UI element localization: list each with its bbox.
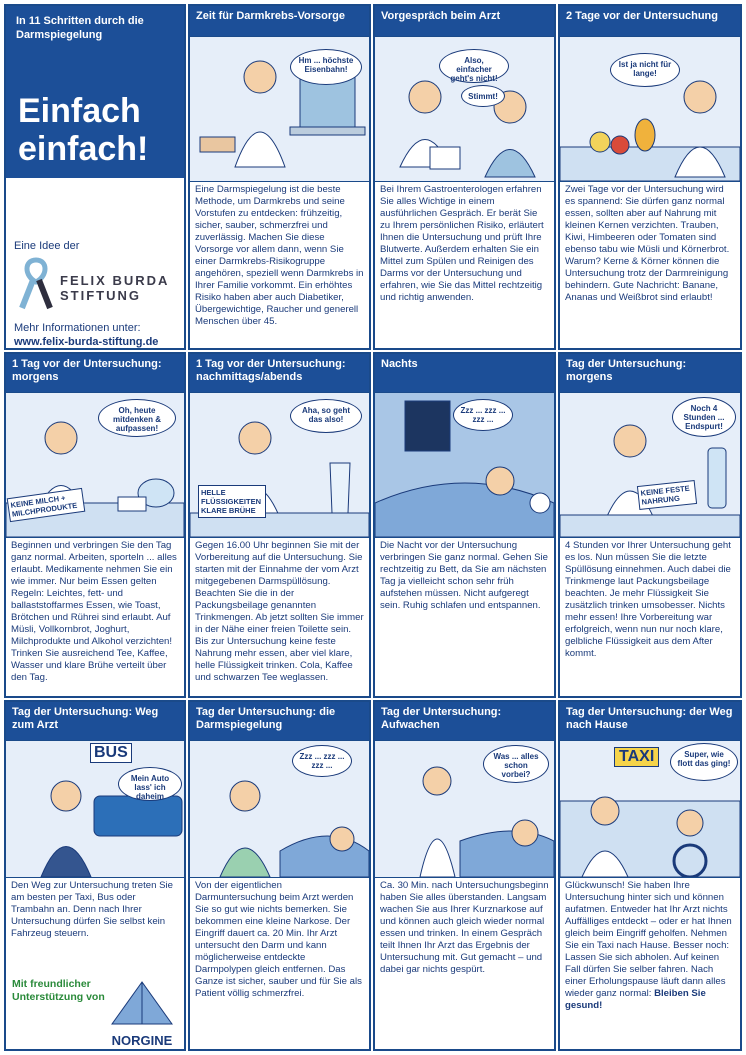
sign-no-solid-food: KEINE FESTE NAHRUNG xyxy=(637,480,697,510)
speech-bubble: Zzz ... zzz ... zzz ... xyxy=(292,745,352,777)
panel-header: 1 Tag vor der Untersuchung: morgens xyxy=(6,354,184,392)
panel-header: 2 Tage vor der Untersuchung xyxy=(560,6,740,36)
panel-8 xyxy=(4,700,186,1051)
speech-bubble: Oh, heute mitdenken & aufpassen! xyxy=(98,399,176,437)
speech-bubble: Was ... alles schon vorbei? xyxy=(483,745,549,783)
logo-line-1: FELIX BURDA xyxy=(60,273,170,288)
panel-9 xyxy=(188,700,371,1051)
idea-label: Eine Idee der xyxy=(14,240,80,252)
panel-6 xyxy=(373,352,556,698)
panel-3 xyxy=(558,4,742,350)
panel-header: Tag der Untersuchung: Aufwachen xyxy=(375,702,554,740)
panel-header: Vorgespräch beim Arzt xyxy=(375,6,554,36)
panel-text: Beginnen und verbringen Sie den Tag ganz normal. Arbeiten, sporteln ... alles erlaubt. Medikamente nehmen Sie ein wie immer. Nur beim Essen gelten Regeln: Leichtes, fett- und ballaststoffarmes Essen, wie Toast, Brötchen und Rührei sind erlaubt. Auf Müsli, Vollkornbrot, Joghurt, Milchprodukte und Alkohol verzichten! Trinken Sie ausreichend Tee, Kaffee, Wasser und klare Brühe verteilt über den Tag. xyxy=(11,540,177,683)
taxi-sign: TAXI xyxy=(614,747,659,767)
speech-bubble-doctor: Also, einfacher geht's nicht! xyxy=(439,49,509,83)
panel-10 xyxy=(373,700,556,1051)
panel-header: Tag der Untersuchung: morgens xyxy=(560,354,740,392)
sign-no-milk: KEINE MILCH + MILCHPRODUKTE xyxy=(7,488,86,522)
more-info-label: Mehr Informationen unter: xyxy=(14,322,141,334)
speech-bubble: Super, wie flott das ging! xyxy=(670,743,738,781)
panel-text: Ca. 30 Min. nach Untersuchungsbeginn haben Sie alles überstanden. Langsam wachen Sie aus Ihrer Kurznarkose auf und können auch gleich wieder normal essen und trinken. In einem Gespräch teilt Ihnen Ihr Arzt das Ergebnis der Untersuchung mit. Gut gemacht – und dabei gar nichts gespürt. xyxy=(380,880,549,975)
intro-panel xyxy=(4,4,186,350)
panel-illustration xyxy=(560,36,740,182)
panel-text: Zwei Tage vor der Untersuchung wird es spannend: Sie dürfen ganz normal essen, sollten aber auf Nahrung mit kleinen Kernen verzichten. Trauben, Kiwi, Himbeeren oder Tomaten sind ebenso tabu wie Müsli und Körnerbrot. Warum? Kerne & Körner können die Untersuchung trotz der Darmreinigung behindern. Gute Nachricht: Banane, Ananas und Weißbrot sind erlaubt! xyxy=(565,184,730,303)
panel-text: Glückwunsch! Sie haben Ihre Untersuchung hinter sich und können aufatmen. Entweder hat Ihr Arzt nichts Auffälliges entdeckt – oder er hat Ihnen gleich beim Eingriff geholfen. Nehmen Sie ein Taxi nach Hause. Besser noch: Lassen Sie sich abholen. Auf keinen Fall dürfen Sie selber fahren. Nach einer Erholungspause läuft dann alles wieder ganz normal: Bleiben Sie gesund! xyxy=(565,880,732,1011)
sponsor-label: Mit freundlicher Unterstützung von xyxy=(12,978,105,1003)
panel-text: 4 Stunden vor Ihrer Untersuchung geht es los. Nun müssen Sie die letzte Spüllösung einnehmen. Auch dabei die Trinkmenge laut Packungsbeilage beachten. Je mehr Flüssigkeit Sie zusätzlich trinken umsobesser. Nichts mehr essen! Ihre Vorbereitung war erfolgreich, wenn nun nur noch klare, gelbliche Flüssigkeit aus dem After kommt. xyxy=(565,540,731,659)
sail-icon xyxy=(102,978,182,1028)
panel-header: 1 Tag vor der Untersuchung: nachmittags/abends xyxy=(190,354,369,392)
speech-bubble: Ist ja nicht für lange! xyxy=(610,53,680,87)
panel-illustration xyxy=(6,392,184,538)
panel-1 xyxy=(188,4,371,350)
speech-bubble: Aha, so geht das also! xyxy=(290,399,362,433)
panel-illustration xyxy=(6,740,184,878)
intro-title: Einfach einfach! xyxy=(18,92,149,168)
panel-text: Bei Ihrem Gastroenterologen erfahren Sie alles Wichtige in einem ausführlichen Gespräch. Er berät Sie zu Ihrem persönlichen Risiko, erläutert Ihnen die Untersuchung und prüft Ihre Blutwerte. Außerdem erhalten Sie ein Mittel zum Spülen und Reinigen des Darms vor der Untersuchung und erfahren, wie Sie das Mittel rechtzeitig und richtig anwenden. xyxy=(380,184,544,303)
panel-illustration xyxy=(560,392,740,538)
panel-illustration xyxy=(190,36,369,182)
speech-bubble: Zzz ... zzz ... zzz ... xyxy=(453,399,513,431)
panel-illustration xyxy=(375,392,554,538)
closing-line: Bleiben Sie gesund! xyxy=(565,988,706,1011)
intro-subtitle: In 11 Schritten durch die Darmspiegelung xyxy=(16,15,144,41)
speech-bubble-patient: Stimmt! xyxy=(461,85,505,107)
foundation-url[interactable]: www.felix-burda-stiftung.de xyxy=(14,336,159,348)
panel-illustration xyxy=(375,740,554,878)
panel-text: Von der eigentlichen Darmuntersuchung beim Arzt werden Sie so gut wie nichts bemerken. Sie bekommen eine kleine Narkose. Der Eingriff dauert ca. 20 Min. Ihr Arzt untersucht den Darm und kann möglicherweise entdeckte Darmpolypen gleich entfernen. Das Ganze ist sicher, sauber und für Sie als Patient völlig schmerzfrei. xyxy=(195,880,362,999)
speech-bubble: Hm ... höchste Eisenbahn! xyxy=(290,49,362,85)
bus-sign: BUS xyxy=(90,743,132,763)
panel-7 xyxy=(558,352,742,698)
panel-header: Zeit für Darmkrebs-Vorsorge xyxy=(190,6,369,36)
speech-bubble: Mein Auto lass' ich daheim xyxy=(118,767,182,801)
panel-header: Tag der Untersuchung: die Darmspiegelung xyxy=(190,702,369,740)
panel-header: Tag der Untersuchung: der Weg nach Hause xyxy=(560,702,740,740)
sign-clear-liquids: HELLE FLÜSSIGKEITEN KLARE BRÜHE xyxy=(198,485,266,518)
panel-header: Nachts xyxy=(375,354,554,392)
panel-2 xyxy=(373,4,556,350)
ribbon-icon xyxy=(16,256,56,311)
norgine-logo: NORGINE xyxy=(102,978,182,1048)
panel-text: Eine Darmspiegelung ist die beste Methode, um Darmkrebs und seine Vorstufen zu entdecken: frühzeitig, sicher, sauber, schmerzfrei und zuverlässig. Machen Sie diese Vorsorge vor allem dann, wenn Sie einer Darmkrebs-Risikogruppe angehören, speziell wenn Darmkrebs in Ihrer Familie vorkommt. Ein erhöhtes Risiko haben aber auch Diabetiker, Übergewichtige, Raucher und generell Menschen über 45. xyxy=(195,184,364,327)
panel-11 xyxy=(558,700,742,1051)
felix-burda-logo xyxy=(16,256,181,311)
logo-line-2: STIFTUNG xyxy=(60,288,141,303)
panel-illustration xyxy=(375,36,554,182)
panel-4 xyxy=(4,352,186,698)
panel-text: Den Weg zur Untersuchung treten Sie am besten per Taxi, Bus oder Trambahn an. Denn nach Ihrer Untersuchung dürfen Sie selbst kein Fahrzeug steuern. xyxy=(11,880,173,939)
panel-illustration xyxy=(190,392,369,538)
panel-illustration xyxy=(190,740,369,878)
panel-header: Tag der Untersuchung: Weg zum Arzt xyxy=(6,702,184,740)
panel-5 xyxy=(188,352,371,698)
speech-bubble: Noch 4 Stunden ... Endspurt! xyxy=(672,397,736,437)
panel-text: Gegen 16.00 Uhr beginnen Sie mit der Vorbereitung auf die Untersuchung. Sie starten mit der Einnahme der vom Arzt mitgegebenen Darmspüllösung. Beachten Sie die in der Packungsbeilage genannten Trinkmengen. Ab jetzt sollten Sie immer in der Nähe einer freien Toilette sein. Bis zur Untersuchung keine feste Nahrung mehr essen, aber viel klare, helle Flüssigkeit trinken. Cola, Kaffee und schwarzen Tee weglassen. xyxy=(195,540,364,683)
panel-text: Die Nacht vor der Untersuchung verbringen Sie ganz normal. Gehen Sie rechtzeitig zu Bett, da Sie am nächsten Tag ja vielleicht schon sehr früh aufstehen müssen. Nicht aufgeregt sein. Ruhig schlafen und entspannen. xyxy=(380,540,548,611)
panel-illustration xyxy=(560,740,740,878)
